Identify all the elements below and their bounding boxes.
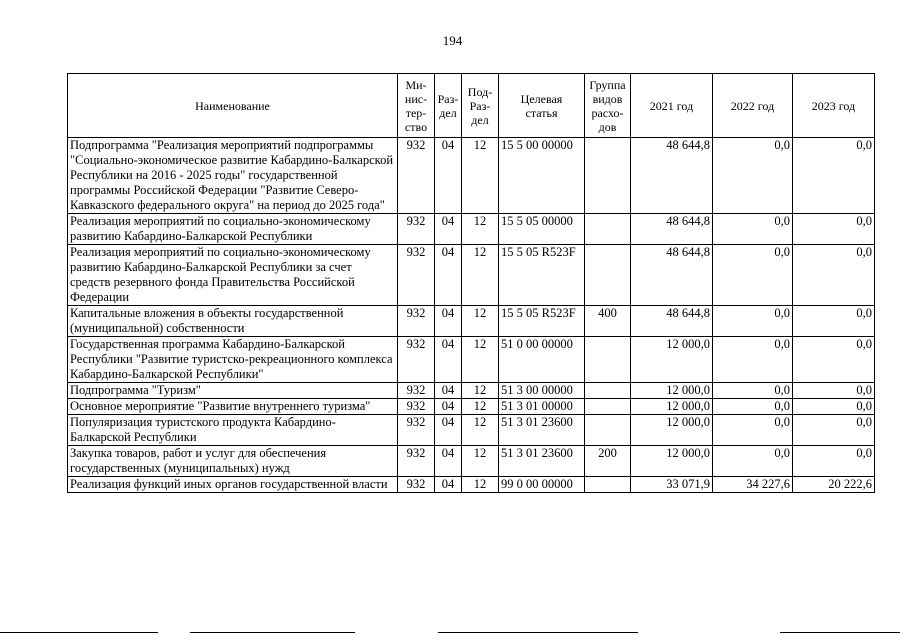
- cell-2023: 0,0: [793, 399, 875, 415]
- cell-2021: 48 644,8: [631, 245, 713, 306]
- cell-2021: 33 071,9: [631, 477, 713, 493]
- cell-2023: 0,0: [793, 214, 875, 245]
- cell-section: 04: [435, 399, 462, 415]
- header-2021: 2021 год: [631, 74, 713, 138]
- cell-subsection: 12: [462, 306, 499, 337]
- cell-target-article: 99 0 00 00000: [499, 477, 585, 493]
- header-ministry: Ми- нис- тер- ство: [398, 74, 435, 138]
- table-row: [68, 446, 875, 477]
- header-row: [68, 74, 875, 138]
- cell-subsection: 12: [462, 138, 499, 214]
- cell-ministry: 932: [398, 245, 435, 306]
- cell-expense-group: [585, 477, 631, 493]
- cell-2022: 0,0: [713, 138, 793, 214]
- cell-ministry: 932: [398, 415, 435, 446]
- header-subsection: Под- Раз- дел: [462, 74, 499, 138]
- cell-subsection: 12: [462, 337, 499, 383]
- cell-2022: 0,0: [713, 383, 793, 399]
- cell-2022: 0,0: [713, 446, 793, 477]
- header-target: Целевая статья: [499, 74, 585, 138]
- cell-name: Реализация функций иных органов государственной власти: [68, 477, 398, 493]
- cell-expense-group: 200: [585, 446, 631, 477]
- table-row: [68, 399, 875, 415]
- cell-section: 04: [435, 383, 462, 399]
- cell-2023: 0,0: [793, 446, 875, 477]
- cell-2021: 12 000,0: [631, 446, 713, 477]
- cell-section: 04: [435, 138, 462, 214]
- cell-2023: 20 222,6: [793, 477, 875, 493]
- cell-name: Капитальные вложения в объекты государственной (муниципальной) собственности: [68, 306, 398, 337]
- cell-ministry: 932: [398, 306, 435, 337]
- cell-name: Популяризация туристского продукта Кабардино-Балкарской Республики: [68, 415, 398, 446]
- cell-name: Государственная программа Кабардино-Балкарской Республики "Развитие туристско-рекреационного комплекса Кабардино-Балкарской Республики": [68, 337, 398, 383]
- cell-expense-group: 400: [585, 306, 631, 337]
- cell-target-article: 15 5 00 00000: [499, 138, 585, 214]
- cell-2023: 0,0: [793, 138, 875, 214]
- table-row: [68, 477, 875, 493]
- cell-name: Закупка товаров, работ и услуг для обеспечения государственных (муниципальных) нужд: [68, 446, 398, 477]
- cell-ministry: 932: [398, 477, 435, 493]
- budget-table: [67, 73, 875, 493]
- cell-expense-group: [585, 245, 631, 306]
- cell-ministry: 932: [398, 399, 435, 415]
- cell-section: 04: [435, 214, 462, 245]
- cell-2022: 0,0: [713, 306, 793, 337]
- cell-2022: 0,0: [713, 337, 793, 383]
- cell-2021: 48 644,8: [631, 306, 713, 337]
- cell-expense-group: [585, 138, 631, 214]
- cell-ministry: 932: [398, 138, 435, 214]
- cell-name: Подпрограмма "Реализация мероприятий подпрограммы "Социально-экономическое развитие Кабардино-Балкарской Республики на 2016 - 2025 годы" государственной программы Российской Федерации "Развитие Северо-Кавказского федерального округа" на период до 2025 года": [68, 138, 398, 214]
- cell-name: Основное мероприятие "Развитие внутреннего туризма": [68, 399, 398, 415]
- cell-section: 04: [435, 446, 462, 477]
- cell-2022: 34 227,6: [713, 477, 793, 493]
- cell-subsection: 12: [462, 245, 499, 306]
- cell-2023: 0,0: [793, 415, 875, 446]
- cell-subsection: 12: [462, 383, 499, 399]
- cell-2022: 0,0: [713, 415, 793, 446]
- cell-section: 04: [435, 415, 462, 446]
- cell-subsection: 12: [462, 446, 499, 477]
- header-2022: 2022 год: [713, 74, 793, 138]
- table-row: [68, 383, 875, 399]
- footer-rule: [190, 632, 355, 633]
- page-number: 194: [442, 33, 463, 48]
- cell-name: Реализация мероприятий по социально-экономическому развитию Кабардино-Балкарской Республики за счет средств резервного фонда Правительства Российской Федерации: [68, 245, 398, 306]
- cell-2023: 0,0: [793, 245, 875, 306]
- cell-expense-group: [585, 415, 631, 446]
- cell-section: 04: [435, 477, 462, 493]
- cell-subsection: 12: [462, 214, 499, 245]
- footer-rule: [0, 632, 158, 633]
- table-body: [68, 138, 875, 493]
- cell-2023: 0,0: [793, 306, 875, 337]
- header-name: Наименование: [68, 74, 398, 138]
- footer-rule: [438, 632, 638, 633]
- cell-ministry: 932: [398, 214, 435, 245]
- header-expense-group: Группа видов расхо- дов: [585, 74, 631, 138]
- cell-2021: 12 000,0: [631, 399, 713, 415]
- cell-target-article: 15 5 05 R523F: [499, 245, 585, 306]
- cell-2022: 0,0: [713, 245, 793, 306]
- table-row: [68, 337, 875, 383]
- cell-2021: 12 000,0: [631, 415, 713, 446]
- cell-ministry: 932: [398, 337, 435, 383]
- footer-rule: [780, 632, 900, 633]
- cell-target-article: 51 3 01 00000: [499, 399, 585, 415]
- footer-rules: [0, 632, 905, 636]
- header-2023: 2023 год: [793, 74, 875, 138]
- cell-subsection: 12: [462, 399, 499, 415]
- cell-ministry: 932: [398, 383, 435, 399]
- cell-section: 04: [435, 245, 462, 306]
- table-row: [68, 415, 875, 446]
- cell-name: Подпрограмма "Туризм": [68, 383, 398, 399]
- cell-target-article: 51 3 00 00000: [499, 383, 585, 399]
- cell-2021: 12 000,0: [631, 337, 713, 383]
- cell-expense-group: [585, 337, 631, 383]
- cell-expense-group: [585, 214, 631, 245]
- cell-target-article: 51 0 00 00000: [499, 337, 585, 383]
- cell-expense-group: [585, 383, 631, 399]
- table-row: [68, 214, 875, 245]
- cell-target-article: 15 5 05 00000: [499, 214, 585, 245]
- cell-target-article: 15 5 05 R523F: [499, 306, 585, 337]
- cell-2021: 48 644,8: [631, 138, 713, 214]
- cell-name: Реализация мероприятий по социально-экономическому развитию Кабардино-Балкарской Республики: [68, 214, 398, 245]
- cell-target-article: 51 3 01 23600: [499, 446, 585, 477]
- cell-ministry: 932: [398, 446, 435, 477]
- cell-subsection: 12: [462, 477, 499, 493]
- cell-target-article: 51 3 01 23600: [499, 415, 585, 446]
- cell-2023: 0,0: [793, 337, 875, 383]
- cell-section: 04: [435, 337, 462, 383]
- table-row: [68, 306, 875, 337]
- cell-section: 04: [435, 306, 462, 337]
- header-section: Раз- дел: [435, 74, 462, 138]
- table-row: [68, 138, 875, 214]
- cell-2021: 48 644,8: [631, 214, 713, 245]
- cell-expense-group: [585, 399, 631, 415]
- cell-2022: 0,0: [713, 214, 793, 245]
- cell-2021: 12 000,0: [631, 383, 713, 399]
- cell-2023: 0,0: [793, 383, 875, 399]
- table-row: [68, 245, 875, 306]
- cell-subsection: 12: [462, 415, 499, 446]
- cell-2022: 0,0: [713, 399, 793, 415]
